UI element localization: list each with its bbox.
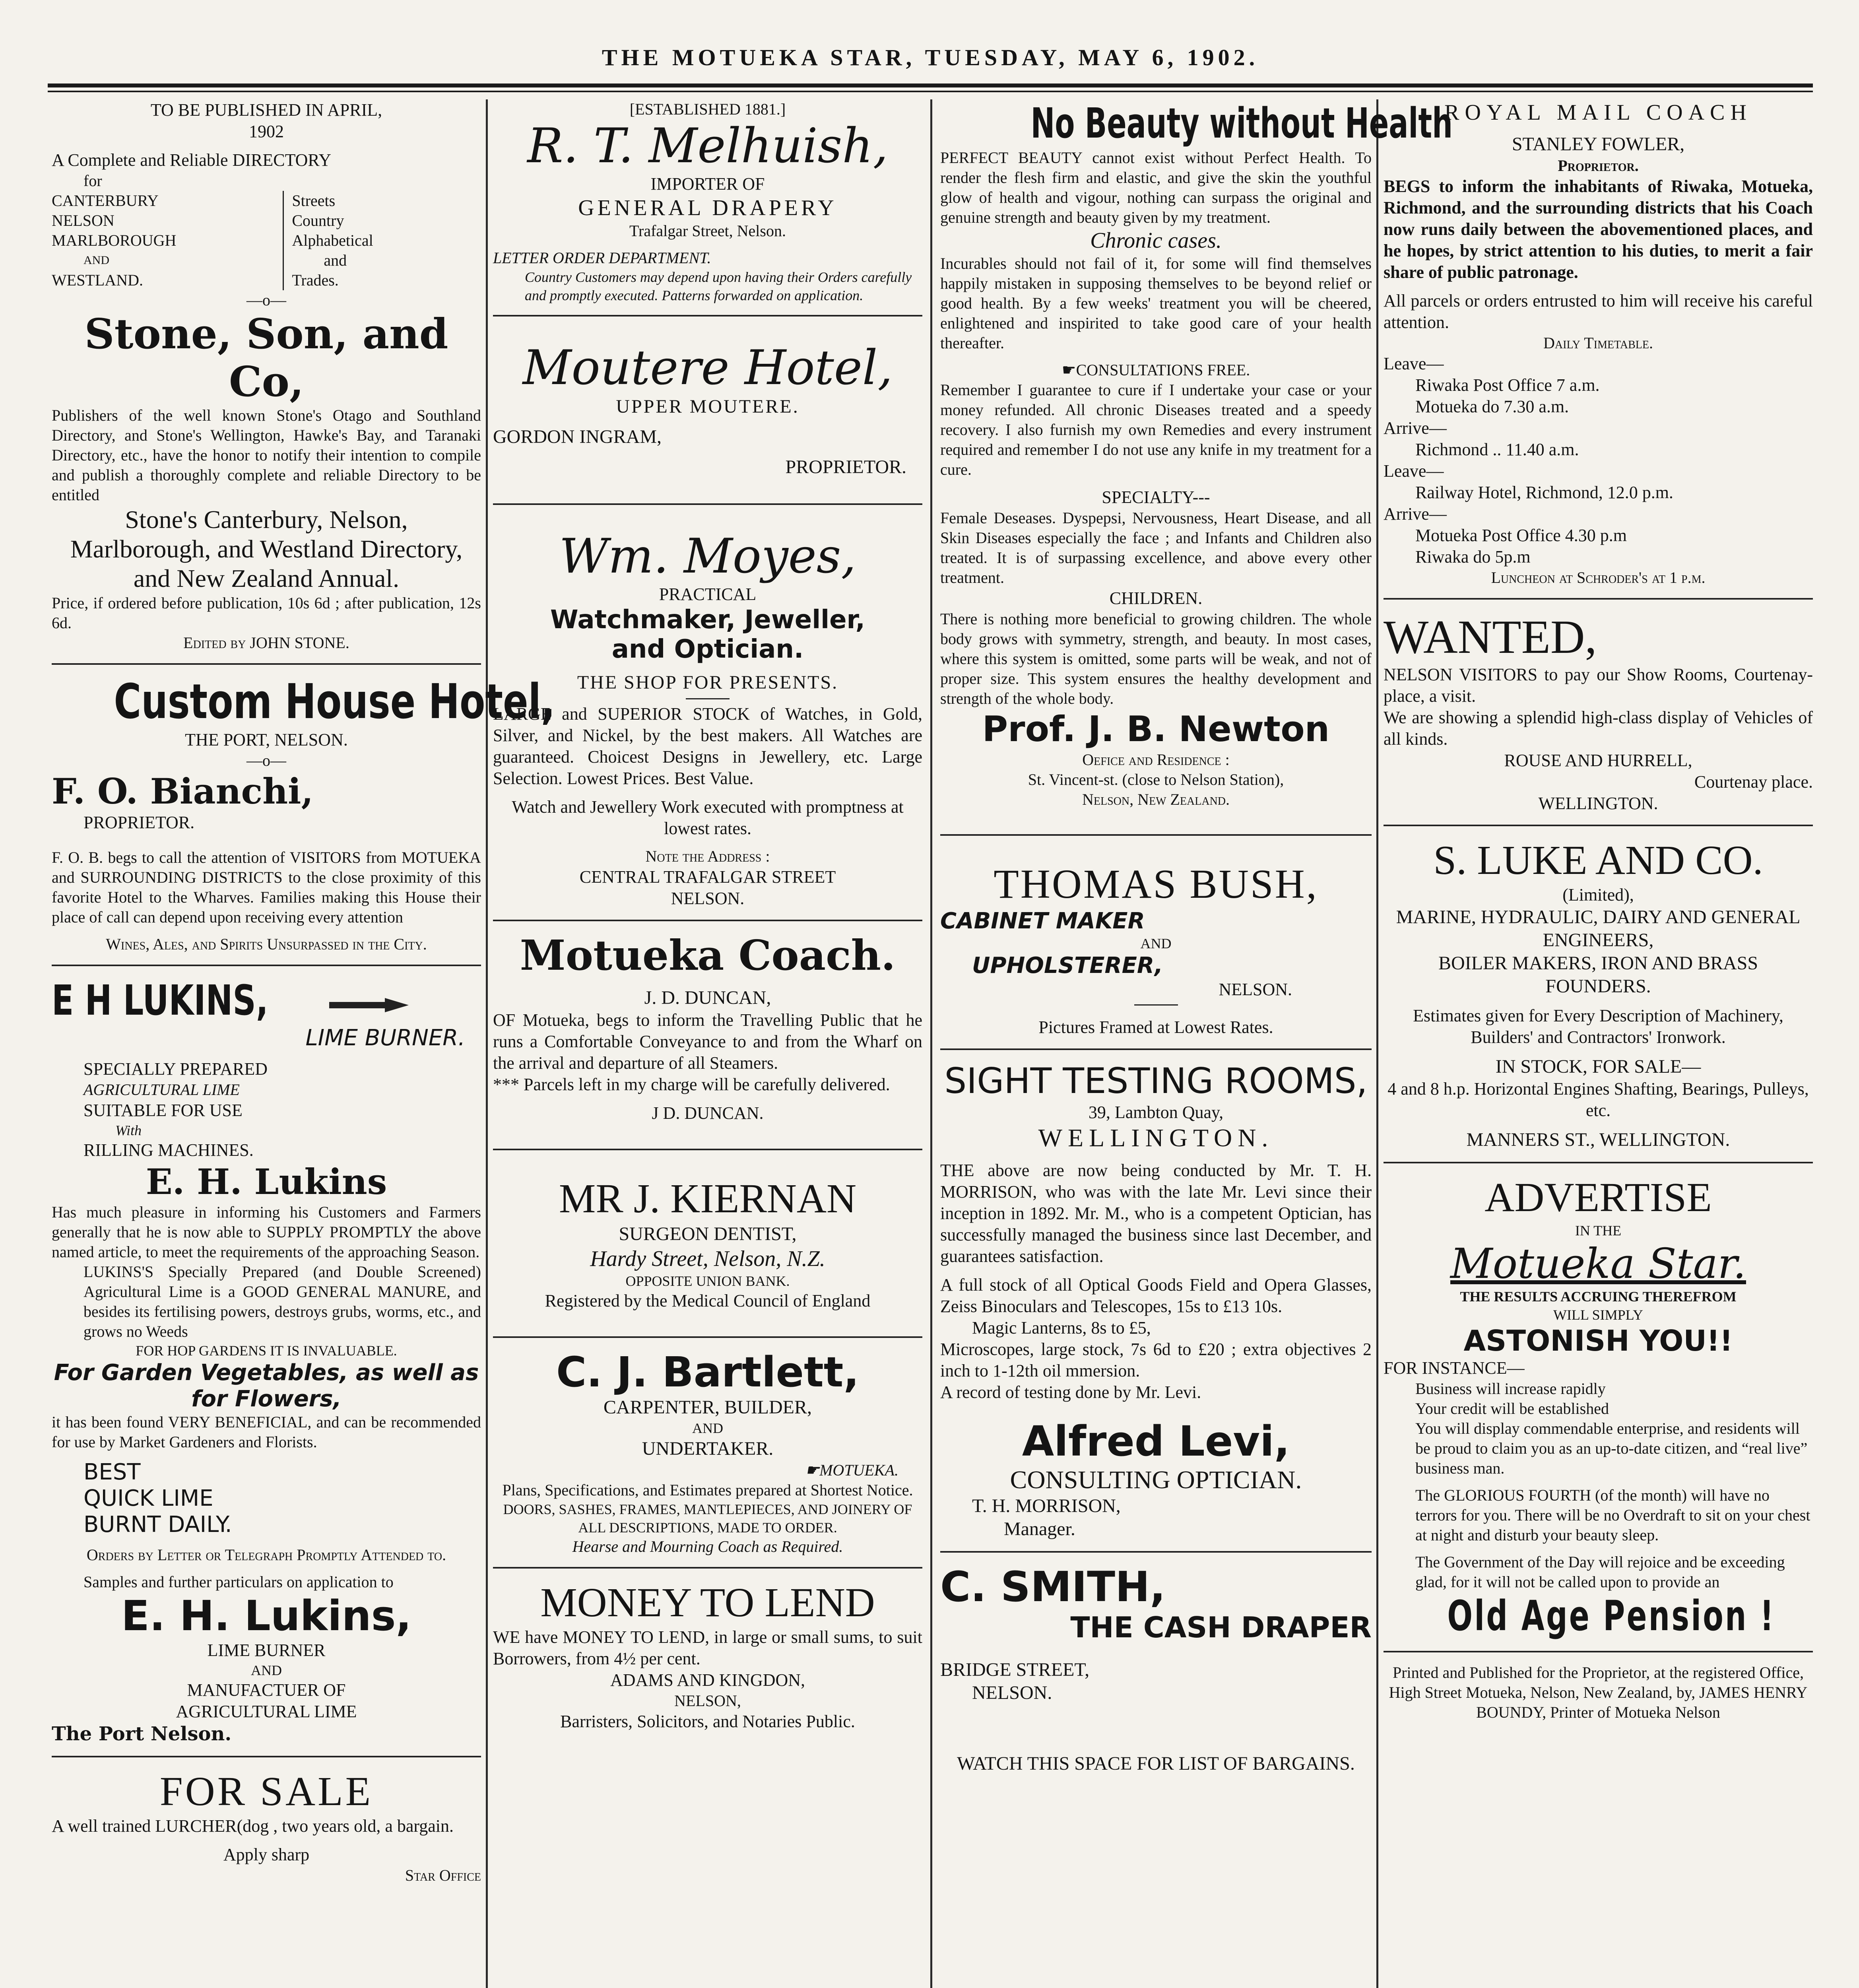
advertise-item: You will display commendable enterprise, and residents will be proud to claim you as an up-to-date citizen, and “real live” business man. [1415,1419,1808,1477]
sight-body-2: A full stock of all Optical Goods Field and Opera Glasses, Zeiss Binoculars and Telescopes, 15s to £13 10s. [940,1275,1372,1316]
newton-body: PERFECT BEAUTY cannot exist without Perfect Health. To render the flesh firm and elastic, and give the skin the youthful glow of health and vigour, nothing can surpass the original and genuine strength and beauty given by my treatment. [940,149,1372,226]
melhuish-body: Country Customers may depend upon having their Orders carefully and promptly executed. Patterns forwarded on application. [525,269,912,303]
advertise-in: IN THE [1575,1223,1622,1239]
wanted-body: NELSON VISITORS to pay our Show Rooms, Courtenay-place, a visit. [1384,665,1813,706]
royal-mail-body: BEGS to inform the inhabitants of Riwaka, Motueka, Richmond, and the surrounding districts that his Coach now runs daily between the abovementioned places, and he hopes, by strict attention to his duties, to merit a fair share of public patronage. [1384,177,1813,282]
smith-ad [940,1563,1372,1775]
moyes-line: PRACTICAL [659,584,757,604]
luke-line: BOILER MAKERS, IRON AND BRASS FOUNDERS. [1438,953,1758,997]
wanted-ad [1384,610,1813,814]
coach-name: Motueka Coach. [520,931,896,980]
bartlett-line: CARPENTER, BUILDER, [603,1397,812,1418]
moyes-ad [493,530,922,909]
luke-line: MARINE, HYDRAULIC, DAIRY AND GENERAL ENGINEERS, [1396,907,1801,951]
coach-parcels: *** Parcels left in my charge will be carefully delivered. [493,1075,890,1094]
luke-addr: MANNERS ST., WELLINGTON. [1466,1129,1730,1150]
newton-city: Nelson, New Zealand. [1082,790,1230,808]
sale-head: FOR SALE [159,1769,373,1814]
coach-ad [493,932,922,1124]
lukins-garden: For Garden Vegetables, as well as for Flowers, [54,1360,479,1412]
directory-intro: A Complete and Reliable DIRECTORY [52,150,332,170]
lukins-best: BEST [83,1459,141,1485]
melhuish-line: GENERAL DRAPERY [578,196,837,220]
moutere-title: PROPRIETOR. [785,456,906,478]
section: Country [292,212,344,229]
column-divider [486,99,488,1988]
lukins-line: With [115,1122,142,1138]
sight-head: SIGHT TESTING ROOMS, [944,1060,1368,1101]
column-4 [1384,99,1813,1988]
newton-body-4: Female Deseases. Dyspepsi, Nervousness, Heart Disease, and all Skin Diseases especially the face ; and Infants and Children also treated. It is of surpassing excellence, and above every other treatment. [940,509,1372,586]
short-rule [686,698,730,699]
region: MARLBOROUGH [52,231,177,249]
bartlett-ad [493,1348,922,1557]
moyes-shop: THE SHOP FOR PRESENTS. [577,672,838,693]
divider [940,834,1372,836]
newton-specialty: SPECIALTY--- [1102,487,1210,507]
advertise-instance: FOR INSTANCE— [1384,1358,1525,1378]
sight-addr: 39, Lambton Quay, [1088,1103,1224,1122]
timetable-label: Leave— [1384,461,1444,481]
moutere-name: Moutere Hotel, [522,340,893,396]
lukins-footer: AND [251,1662,282,1678]
moyes-body-2: Watch and Jewellery Work executed with promptness at lowest rates. [512,797,904,838]
bartlett-body: Plans, Specifications, and Estimates prepared at Shortest Notice. [502,1481,913,1499]
wanted-addr: Courtenay place. [1694,772,1813,792]
divider [52,1756,481,1757]
moyes-addr: CENTRAL TRAFALGAR STREET [579,867,836,887]
lukins-footer: AGRICULTURAL LIME [176,1702,357,1721]
kiernan-name: MR J. KIERNAN [559,1176,857,1221]
lukins-footer: LIME BURNER [207,1640,326,1660]
sight-body: THE above are now being conducted by Mr. T. H. MORRISON, who was with the late Mr. Levi since their inception in 1892. Mr. M., who is a competent Optician, has successfully managed the business since last December, and guarantees satisfaction. [940,1161,1372,1266]
newton-children: CHILDREN. [1109,588,1203,608]
newton-body-3: Remember I guarantee to cure if I undertake your case or your money refunded. All chronic Diseases treated and a speedy recovery. I also furnish my own Remedies and every instrument required and remember I do not use any knife in my treatment for a cure. [940,381,1372,478]
bartlett-hearse: Hearse and Mourning Coach as Required. [572,1538,843,1555]
wanted-body-2: We are showing a splendid high-class display of Vehicles of all kinds. [1384,708,1813,749]
money-trade: Barristers, Solicitors, and Notaries Public. [560,1712,855,1731]
newton-office: Oefice and Residence : [1082,751,1230,769]
bush-line: NELSON. [1219,980,1292,999]
kiernan-line: SURGEON DENTIST, [619,1223,797,1244]
region: NELSON [52,212,114,229]
bush-line: UPHOLSTERER, [972,953,1163,978]
moyes-addr: NELSON. [671,889,745,908]
lukins-best: QUICK LIME [83,1485,213,1511]
luke-name: S. LUKE AND CO. [1433,837,1763,883]
section: Trades. [292,271,339,289]
melhuish-ad [493,99,922,305]
hotel-owner: F. O. Bianchi, [52,771,314,812]
advertise-astonish: ASTONISH YOU!! [1463,1324,1733,1357]
divider [493,1336,922,1338]
sale-apply: Apply sharp [223,1845,310,1864]
bush-name: THOMAS BUSH, [994,861,1318,907]
newton-consult-text: CONSULTATIONS FREE. [1076,361,1250,379]
timetable-row: Riwaka do 5p.m [1415,547,1531,567]
bush-line: Pictures Framed at Lowest Rates. [1038,1017,1273,1037]
money-body: WE have MONEY TO LEND, in large or small sums, to suit Borrowers, from 4½ per cent. [493,1627,922,1668]
money-head: MONEY TO LEND [540,1580,875,1625]
money-firm: ADAMS AND KINGDON, [610,1670,805,1690]
smith-trade: THE CASH DRAPER [1070,1611,1372,1644]
divider [1384,825,1813,826]
lukins-hop: FOR HOP GARDENS IT IS INVALUABLE. [136,1343,397,1359]
imprint: Printed and Published for the Proprietor, at the registered Office, High Street Motueka, Nelson, New Zealand, by, JAMES HENRY BOUNDY, Printer of Motueka Nelson [1389,1664,1808,1721]
advertise-results: THE RESULTS ACCRUING THEREFROM [1460,1289,1737,1305]
timetable-row: Richmond .. 11.40 a.m. [1415,440,1579,459]
column-1 [52,99,555,1988]
timetable-label: Leave— [1384,354,1444,373]
sight-mgr: Manager. [1004,1518,1075,1540]
moyes-line: Watchmaker, Jeweller, [550,605,865,635]
lukins-name-3: E. H. Lukins, [121,1592,412,1640]
divider [493,503,922,505]
separator: —o— [246,291,286,309]
advertise-head: ADVERTISE [1484,1175,1712,1220]
kiernan-line: OPPOSITE UNION BANK. [625,1273,790,1289]
sight-ad [940,1060,1372,1541]
royal-mail-ad [1384,99,1813,588]
wanted-head: WANTED, [1384,610,1597,663]
bartlett-name: C. J. Bartlett, [556,1348,860,1396]
lukins-samples: Samples and further particulars on application to [83,1573,394,1591]
money-ad [493,1579,922,1732]
sale-body: A well trained LURCHER(dog , two years old, a bargain. [52,1816,454,1836]
kiernan-line: Registered by the Medical Council of England [545,1291,871,1310]
coach-owner: J. D. DUNCAN, [644,987,771,1008]
timetable-label: Arrive— [1384,504,1447,524]
melhuish-est: [ESTABLISHED 1881.] [629,100,786,118]
hotel-owner-title: PROPRIETOR. [83,813,195,832]
moutere-owner: GORDON INGRAM, [493,426,662,447]
column-divider [930,99,932,1988]
sight-body-3: Magic Lanterns, 8s to £5, [972,1318,1151,1338]
coach-body: OF Motueka, begs to inform the Travelling Public that he runs a Comfortable Conveyance to and from the Wharf on the arrival and departure of all Steamers. [493,1010,922,1073]
pointing-hand-icon: ☛ [1061,361,1076,379]
bush-line: CABINET MAKER [940,908,1145,934]
bartlett-line [493,1460,922,1480]
advertise-will: WILL SIMPLY [1553,1307,1644,1323]
newton-chronic: Chronic cases. [1090,228,1222,253]
divider [493,920,922,921]
section: and [324,251,347,269]
divider [1384,598,1813,600]
divider [940,1048,1372,1050]
moutere-ad [493,341,922,479]
newton-consult [940,360,1372,380]
lukins-orders: Orders by Letter or Telegraph Promptly Attended to. [86,1546,446,1564]
lukins-best: BURNT DAILY. [83,1512,232,1538]
luke-body: Estimates given for Every Description of Machinery, [1413,1006,1783,1025]
lukins-line: SPECIALLY PREPARED [83,1059,268,1079]
divider [493,1567,922,1569]
wanted-city: WELLINGTON. [1538,794,1658,813]
divider [1384,1162,1813,1163]
masthead: THE MOTUEKA STAR, TUESDAY, MAY 6, 1902. [602,45,1259,70]
newton-body-2: Incurables should not fail of it, for some will find themselves happily mistaken in supposing themselves to be beyond relief or good health. By a few weeks' treatment you will be cheered, enlightened and inspirited to take good care of your health thereafter. [940,254,1372,352]
directory-title: Stone's Canterbury, Nelson, Marlborough, and Westland Directory, and New Zealand Annual. [70,505,463,592]
hotel-ad [52,674,555,954]
melhuish-name: R. T. Melhuish, [527,118,888,174]
sight-name: Alfred Levi, [1022,1417,1290,1466]
divider [940,1551,1372,1553]
hotel-where: THE PORT, NELSON. [185,730,348,749]
pointing-hand-icon: ☛ [805,1461,820,1479]
advertise-paper: Motueka Star. [1450,1239,1746,1288]
sight-body-4: Microscopes, large stock, 7s 6d to £20 ; extra objectives 2 inch to 1-12th oil mmersion. [940,1340,1372,1380]
sight-mgr: T. H. MORRISON, [972,1495,1121,1516]
melhuish-line: Trafalgar Street, Nelson. [629,222,786,240]
royal-mail-owner: STANLEY FOWLER, [1512,134,1685,155]
directory-price: Price, if ordered before publication, 10s 6d ; after publication, 12s 6d. [52,594,481,632]
smith-addr: BRIDGE STREET, [940,1659,1090,1680]
royal-mail-timetable: Daily Timetable. [1543,334,1653,352]
kiernan-line: Hardy Street, Nelson, N.Z. [590,1246,825,1271]
luke-body-2: Builders' and Contractors' Ironwork. [1471,1027,1726,1047]
sale-ad [52,1768,481,1885]
smith-watch: WATCH THIS SPACE FOR LIST OF BARGAINS. [957,1753,1355,1774]
luke-ltd: (Limited), [1562,885,1634,905]
kiernan-ad [493,1175,922,1312]
lukins-garden-2: it has been found VERY BENEFICIAL, and can be recommended for use by Market Gardeners and Florists. [52,1413,481,1451]
timetable-label: Arrive— [1384,418,1447,438]
sight-title: CONSULTING OPTICIAN. [1010,1466,1302,1494]
lukins-line: SUITABLE FOR USE [83,1101,243,1120]
melhuish-letter: LETTER ORDER DEPARTMENT. [493,249,711,267]
masthead-rule-thin [48,91,1813,92]
sight-city: WELLINGTON. [1038,1124,1274,1152]
bartlett-doors: DOORS, SASHES, FRAMES, MANTLEPIECES, AND JOINERY OF ALL DESCRIPTIONS, MADE TO ORDER. [503,1501,912,1536]
lukins-body-2: LUKINS'S Specially Prepared (and Double Screened) Agricultural Lime is a GOOD GENERAL MANURE, and besides its fertilising powers, destroys grubs, worms, etc., and grows no Weeds [83,1263,481,1340]
moyes-note: Note the Address : [645,847,770,865]
hotel-body: F. O. B. begs to call the attention of VISITORS from MOTUEKA and SURROUNDING DISTRICTS to the close proximity of this favorite Hotel to the Wharves. Families making this House their place of call can depend upon receiving every attention [52,848,481,926]
advertise-ad [1384,1174,1813,1640]
section: Alphabetical [292,231,373,249]
arrow-ornament [329,1002,409,1008]
masthead-rule [48,83,1813,87]
smith-city: NELSON. [972,1682,1052,1703]
advertise-item: The GLORIOUS FOURTH (of the month) will have no terrors for you. There will be no Overdraft to sit on your chest at night and disturb your beauty sleep. [1415,1486,1810,1544]
sale-office: Star Office [405,1866,481,1884]
timetable-row: Riwaka Post Office 7 a.m. [1415,375,1600,395]
advertise-item: The Government of the Day will rejoice and be exceeding glad, for it will not be called upon to provide an [1415,1553,1785,1591]
divider [52,663,481,665]
luke-engines: 4 and 8 h.p. Horizontal Engines Shafting, Bearings, Pulleys, etc. [1387,1079,1809,1120]
wanted-firm: ROUSE AND HURRELL, [1504,751,1692,770]
region: WESTLAND. [52,271,143,289]
directory-body: Publishers of the well known Stone's Otago and Southland Directory, and Stone's Wellington, Hawke's Bay, and Taranaki Directory, etc., have the honor to notify their intention to compile and publish a thoroughly complete and reliable Directory to be entitled [52,406,481,504]
royal-mail-body-2: All parcels or orders entrusted to him will receive his careful attention. [1384,291,1813,332]
column-2 [493,99,922,1988]
royal-mail-lunch: Luncheon at Schroder's at 1 p.m. [1491,569,1706,586]
lukins-line: AGRICULTURAL LIME [83,1081,240,1099]
directory-year: 1902 [249,122,284,141]
directory-ad [52,99,481,653]
column-divider [1376,99,1378,1988]
sight-body-5: A record of testing done by Mr. Levi. [940,1382,1201,1402]
divider [52,965,481,966]
bartlett-line: UNDERTAKER. [642,1438,774,1459]
moyes-line: and Optician. [611,635,804,664]
lukins-name-2: E. H. Lukins [146,1161,387,1202]
directory-for: for [83,172,102,190]
royal-mail-head: ROYAL MAIL COACH [1444,100,1752,125]
directory-firm: Stone, Son, and Co, [84,309,448,406]
advertise-pension: Old Age Pension ! [1447,1592,1776,1640]
region: AND [83,254,109,267]
lukins-port: The Port Nelson. [52,1723,232,1745]
divider [493,315,922,316]
newton-name: Prof. J. B. Newton [982,709,1330,749]
bush-line: AND [1140,936,1172,951]
hotel-name: Custom House Hotel, [114,674,555,730]
timetable-row: Railway Hotel, Richmond, 12.0 p.m. [1415,483,1673,502]
advertise-item: Business will increase rapidly [1415,1380,1606,1398]
newton-body-5: There is nothing more beneficial to growing children. The whole body grows with symmetry, strength, and beauty. In most cases, where this system is omitted, some parts will be weak, and not of proper size. This system ensures the healthy development and strength of the whole body. [940,610,1372,707]
moutere-where: UPPER MOUTERE. [616,396,799,417]
directory-head: TO BE PUBLISHED IN APRIL, [150,100,382,120]
luke-stock: IN STOCK, FOR SALE— [1495,1056,1701,1077]
divider [1384,1651,1813,1652]
newton-addr: St. Vincent-st. (close to Nelson Station), [1028,771,1284,788]
moyes-name: Wm. Moyes, [559,529,856,584]
coach-sign: J D. DUNCAN. [652,1103,764,1123]
lukins-line: RILLING MACHINES. [83,1140,254,1160]
melhuish-line: IMPORTER OF [650,174,765,194]
moyes-body: LARGE and SUPERIOR STOCK of Watches, in Gold, Silver, and Nickel, by the best makers. All Watches are guaranteed. Choicest Designs in Jewellery, etc. Large Selection. Lowest Prices. Best Value. [493,704,922,788]
luke-ad [1384,837,1813,1151]
section: Streets [292,192,336,210]
money-where: NELSON, [674,1692,741,1710]
separator: —o— [246,751,286,769]
bartlett-line: AND [692,1420,723,1436]
timetable-row: Motueka Post Office 4.30 p.m [1415,526,1627,545]
lukins-body: Has much pleasure in informing his Customers and Farmers generally that he is now able to SUPPLY PROMPTLY the above named article, to meet the requirements of the approaching Season. [52,1203,481,1261]
lukins-ad [52,977,481,1745]
region: CANTERBURY [52,192,159,210]
royal-mail-title: Proprietor. [1558,157,1639,175]
smith-name: C. SMITH, [940,1563,1166,1611]
newton-head: No Beauty without Health [1030,99,1453,148]
short-rule [1134,1004,1178,1006]
timetable-row: Motueka do 7.30 a.m. [1415,397,1569,416]
directory-editor: Edited by JOHN STONE. [183,634,349,652]
advertise-item: Your credit will be established [1415,1400,1609,1417]
lukins-footer: MANUFACTUER OF [187,1680,346,1700]
bush-ad [940,860,1372,1038]
lukins-name: E H LUKINS, [52,977,481,1025]
directory-regions [52,191,481,290]
hotel-wines: Wines, Ales, and Spirits Unsurpassed in the City. [106,935,427,953]
lukins-trade: LIME BURNER. [305,1025,465,1051]
bartlett-town: MOTUEKA. [819,1461,898,1479]
divider [493,1149,922,1150]
